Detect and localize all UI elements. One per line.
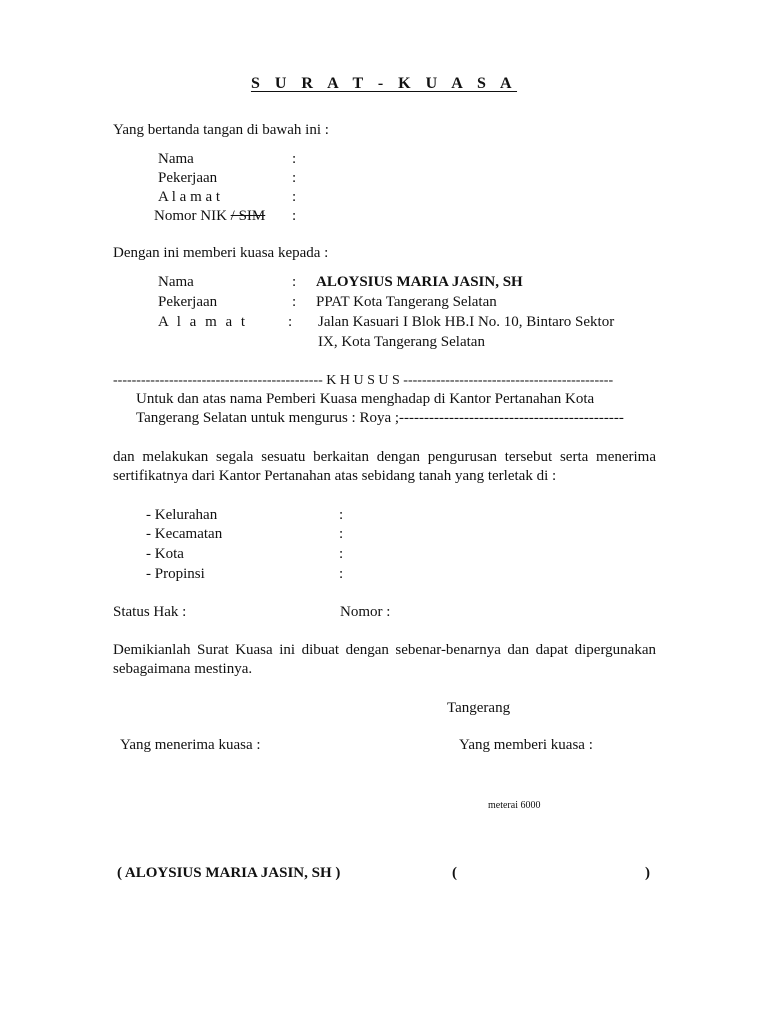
place-label: Tangerang — [447, 700, 511, 716]
grantor-nama-label: Nama — [158, 151, 194, 167]
location-propinsi-label: - Propinsi — [146, 566, 205, 582]
recipient-signature-name: ( ALOYSIUS MARIA JASIN, SH ) — [117, 865, 341, 881]
location-kecamatan-colon: : — [339, 526, 344, 542]
location-kecamatan-label: - Kecamatan — [146, 526, 223, 542]
giver-signature-open: ( — [452, 865, 457, 881]
stamp-note: meterai 6000 — [488, 800, 541, 811]
grantee-pekerjaan-colon: : — [292, 294, 297, 310]
closing-paragraph: Demikianlah Surat Kuasa ini dibuat dengan sebenar-benarnya dan dapat dipergunakan sebagaimana mestinya. — [113, 642, 656, 677]
grantor-nik-label: Nomor NIK — [154, 208, 227, 224]
location-kota-label: - Kota — [146, 546, 184, 562]
grantor-nik-strike: / SIM — [230, 208, 266, 224]
grantee-nama-value: ALOYSIUS MARIA JASIN, SH — [316, 274, 523, 290]
location-kelurahan-label: - Kelurahan — [146, 507, 218, 523]
grant-intro-text: Dengan ini memberi kuasa kepada : — [113, 245, 329, 261]
grantee-alamat-colon: : — [288, 314, 293, 330]
grantor-pekerjaan-colon: : — [292, 170, 297, 186]
location-kota-colon: : — [339, 546, 344, 562]
status-hak-label: Status Hak : — [113, 604, 187, 620]
grantee-alamat-line2: IX, Kota Tangerang Selatan — [318, 334, 485, 350]
document-title: S U R A T - K U A S A — [250, 75, 518, 92]
giver-label: Yang memberi kuasa : — [459, 737, 593, 753]
khusus-text-line2: Tangerang Selatan untuk mengurus : Roya ;--------------------------------------------- — [136, 410, 624, 426]
grantee-alamat-line1: Jalan Kasuari I Blok HB.I No. 10, Bintaro Sektor — [318, 314, 615, 330]
authority-paragraph: dan melakukan segala sesuatu berkaitan dengan pengurusan tersebut serta menerima sertifikatnya dari Kantor Pertanahan atas sebidang tanah yang terletak di : — [113, 449, 656, 484]
grantor-nik-colon: : — [292, 208, 297, 224]
intro-text: Yang bertanda tangan di bawah ini : — [113, 122, 329, 138]
grantor-alamat-label: A l a m a t — [158, 189, 221, 205]
grantor-alamat-colon: : — [292, 189, 297, 205]
grantee-alamat-label: A l a m a t — [158, 314, 248, 330]
grantee-pekerjaan-value: PPAT Kota Tangerang Selatan — [316, 294, 497, 310]
location-kelurahan-colon: : — [339, 507, 344, 523]
grantor-nik-row — [154, 207, 265, 226]
giver-signature-close: ) — [645, 865, 650, 881]
grantee-nama-colon: : — [292, 274, 297, 290]
grantee-pekerjaan-label: Pekerjaan — [158, 294, 218, 310]
grantee-nama-label: Nama — [158, 274, 194, 290]
grantor-nama-colon: : — [292, 151, 297, 167]
khusus-divider: --------------------------------------------- K H U S U S --------------------------------------------- — [113, 373, 614, 388]
grantor-pekerjaan-label: Pekerjaan — [158, 170, 218, 186]
khusus-text-line1: Untuk dan atas nama Pemberi Kuasa menghadap di Kantor Pertanahan Kota — [136, 391, 595, 407]
nomor-label: Nomor : — [340, 604, 391, 620]
location-propinsi-colon: : — [339, 566, 344, 582]
recipient-label: Yang menerima kuasa : — [120, 737, 261, 753]
